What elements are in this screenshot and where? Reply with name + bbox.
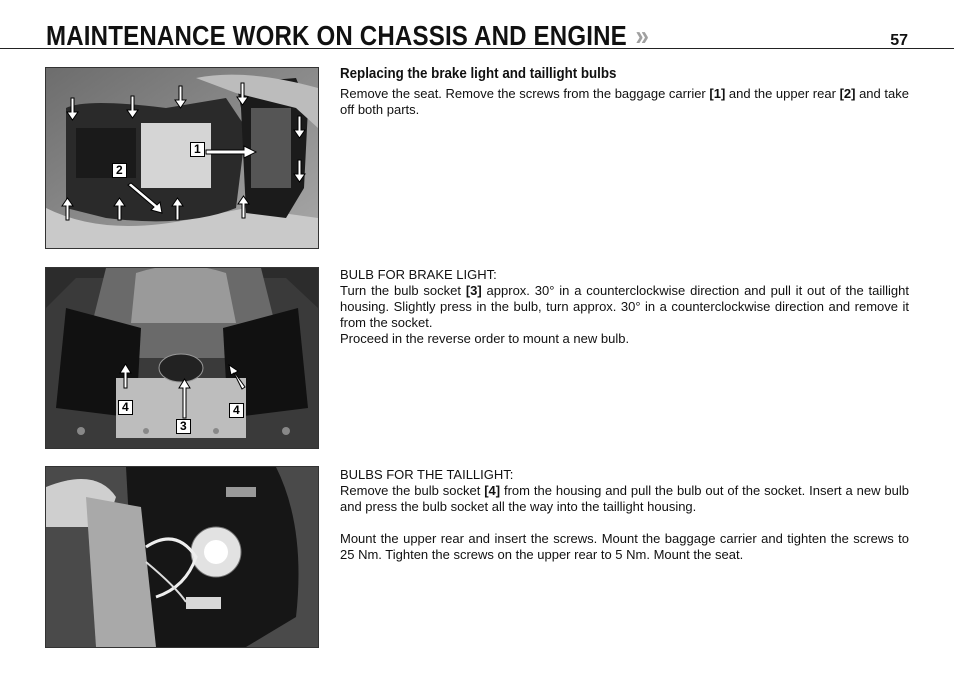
text-span: Remove the seat. Remove the screws from the baggage carrier <box>340 86 710 101</box>
text-span: Remove the bulb socket <box>340 483 485 498</box>
page-header <box>0 18 954 49</box>
reference-3: [3] <box>465 283 482 298</box>
reference-4: [4] <box>484 483 501 498</box>
reference-1: [1] <box>709 86 726 101</box>
page-title-text: MAINTENANCE WORK ON CHASSIS AND ENGINE <box>46 20 627 51</box>
section-taillight <box>340 467 909 563</box>
section3-paragraph-2: Mount the upper rear and insert the screws. Mount the baggage carrier and tighten the screws to 25 Nm. Tighten the screws on the upper rear to 5 Nm. Mount the seat. <box>340 531 909 562</box>
page-number: 57 <box>890 32 908 49</box>
callout-4-left: 4 <box>118 400 133 415</box>
photo-baggage-carrier <box>45 67 319 249</box>
callout-3: 3 <box>176 419 191 434</box>
paragraph-gap <box>340 515 909 531</box>
section-heading: Replacing the brake light and taillight bulbs <box>340 66 617 82</box>
section-brake-light <box>340 267 909 347</box>
page-title <box>46 22 649 50</box>
section3-paragraph-1 <box>340 483 909 515</box>
section-replacing-bulbs <box>340 66 909 118</box>
photo-brake-light <box>45 267 319 449</box>
text-span: from the housing and pull the bulb out of the socket. Insert a new bulb and press the bulb socket all the way into the taillight housing. <box>340 483 910 514</box>
callout-2: 2 <box>112 163 127 178</box>
text-span: approx. 30° in a counterclockwise direction and pull it out of the taillight housing. Slightly press in the bulb, turn approx. 30° in a counterclockwise direction and remove it from the socket. <box>340 283 909 330</box>
photo-taillight <box>45 466 319 648</box>
taillight-subheading: BULBS FOR THE TAILLIGHT: <box>340 467 514 482</box>
section2-paragraph-2: Proceed in the reverse order to mount a new bulb. <box>340 331 630 346</box>
text-span: and take off both parts. <box>340 86 909 117</box>
chevron-icon: » <box>635 20 650 51</box>
callout-1: 1 <box>190 142 205 157</box>
text-span: and the upper rear <box>725 86 840 101</box>
brake-light-subheading: BULB FOR BRAKE LIGHT: <box>340 267 497 282</box>
section2-paragraph-1 <box>340 283 909 331</box>
callout-4-right: 4 <box>229 403 244 418</box>
reference-2: [2] <box>839 86 856 101</box>
section1-paragraph <box>340 86 909 118</box>
text-span: Turn the bulb socket <box>340 283 466 298</box>
